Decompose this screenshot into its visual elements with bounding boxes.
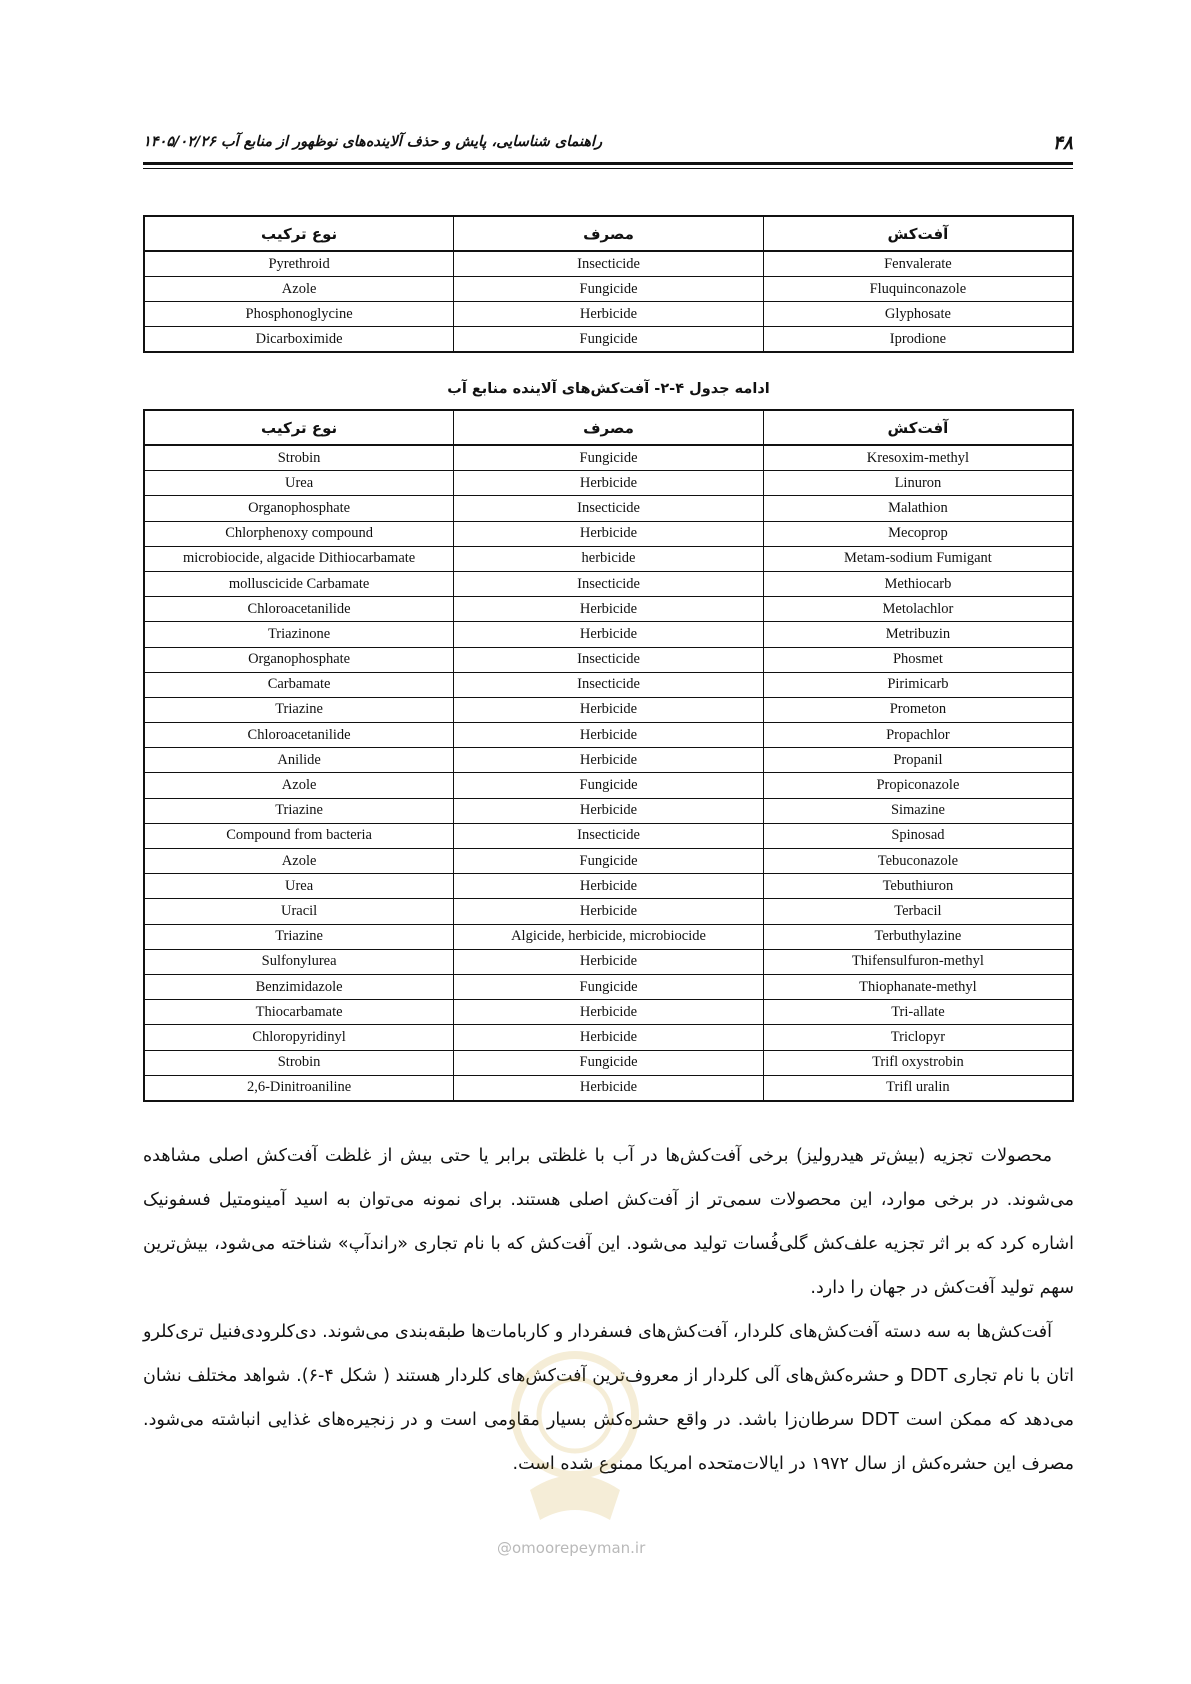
table-row: [144, 723, 1073, 748]
cell-usage: Fungicide: [454, 445, 764, 471]
header-rule-thin: [143, 168, 1073, 169]
cell-pesticide: Malathion: [763, 496, 1073, 521]
paragraph: محصولات تجزیه (بیش‌تر هیدرولیز) برخی آفت‌کش‌ها در آب با غلظتی برابر یا حتی بیش از غلظت آفت‌کش اصلی مشاهده می‌شوند. در برخی موارد، این محصولات سمی‌تر از آفت‌کش اصلی هستند. برای نمونه می‌توان به اسید آمینومتیل فسفونیک اشاره کرد که بر اثر تجزیه علف‌کش گلی‌فُسات تولید می‌شود. این آفت‌کش که با نام تجاری «راندآپ» شناخته می‌شود، بیش‌ترین سهم تولید آفت‌کش در جهان را دارد.: [143, 1146, 1074, 1298]
table-row: [144, 496, 1073, 521]
cell-compound-type: Chlorphenoxy compound: [144, 521, 454, 546]
cell-compound-type: Triazine: [144, 924, 454, 949]
running-title: راهنمای شناسایی، پایش و حذف آلاینده‌های نوظهور از منابع آب ۱۴۰۵/۰۲/۲۶: [143, 134, 603, 150]
cell-compound-type: Chloroacetanilide: [144, 597, 454, 622]
cell-pesticide: Thiophanate-methyl: [763, 974, 1073, 999]
header-compound-type: نوع ترکیب: [144, 410, 454, 445]
cell-pesticide: Iprodione: [763, 327, 1073, 353]
table-row: [144, 471, 1073, 496]
table-row: [144, 571, 1073, 596]
table-row: [144, 798, 1073, 823]
cell-pesticide: Metam-sodium Fumigant: [763, 546, 1073, 571]
table-row: [144, 1075, 1073, 1101]
cell-pesticide: Metribuzin: [763, 622, 1073, 647]
header-pesticide: آفت‌کش: [763, 410, 1073, 445]
cell-pesticide: Glyphosate: [763, 302, 1073, 327]
cell-pesticide: Linuron: [763, 471, 1073, 496]
cell-pesticide: Propiconazole: [763, 773, 1073, 798]
table-header-row: [144, 216, 1073, 251]
pesticide-table-top: [143, 215, 1074, 353]
cell-pesticide: Pirimicarb: [763, 672, 1073, 697]
table-row: [144, 874, 1073, 899]
table-row: [144, 327, 1073, 353]
table-row: [144, 251, 1073, 277]
cell-compound-type: Strobin: [144, 445, 454, 471]
cell-pesticide: Tebuthiuron: [763, 874, 1073, 899]
table-row: [144, 1050, 1073, 1075]
cell-usage: Insecticide: [454, 571, 764, 596]
cell-usage: Herbicide: [454, 949, 764, 974]
cell-compound-type: Uracil: [144, 899, 454, 924]
cell-usage: Insecticide: [454, 251, 764, 277]
table-row: [144, 521, 1073, 546]
cell-pesticide: Propachlor: [763, 723, 1073, 748]
cell-pesticide: Trifl oxystrobin: [763, 1050, 1073, 1075]
cell-compound-type: Azole: [144, 849, 454, 874]
cell-pesticide: Thifensulfuron-methyl: [763, 949, 1073, 974]
table-caption: ادامه جدول ۴-۲- آفت‌کش‌های آلاینده منابع آب: [447, 381, 770, 397]
cell-usage: Insecticide: [454, 672, 764, 697]
table-header-row: [144, 410, 1073, 445]
table-row: [144, 974, 1073, 999]
table-row: [144, 823, 1073, 848]
cell-pesticide: Triclopyr: [763, 1025, 1073, 1050]
cell-compound-type: microbiocide, algacide Dithiocarbamate: [144, 546, 454, 571]
cell-compound-type: Pyrethroid: [144, 251, 454, 277]
header-pesticide: آفت‌کش: [763, 216, 1073, 251]
cell-pesticide: Spinosad: [763, 823, 1073, 848]
cell-usage: Fungicide: [454, 849, 764, 874]
cell-compound-type: Dicarboximide: [144, 327, 454, 353]
cell-compound-type: Urea: [144, 874, 454, 899]
table-row: [144, 899, 1073, 924]
cell-compound-type: Urea: [144, 471, 454, 496]
cell-compound-type: Phosphonoglycine: [144, 302, 454, 327]
cell-usage: Fungicide: [454, 1050, 764, 1075]
cell-usage: Herbicide: [454, 622, 764, 647]
page-header: [143, 128, 1073, 168]
cell-compound-type: Triazinone: [144, 622, 454, 647]
table-row: [144, 445, 1073, 471]
cell-usage: Fungicide: [454, 327, 764, 353]
cell-compound-type: molluscicide Carbamate: [144, 571, 454, 596]
cell-compound-type: Carbamate: [144, 672, 454, 697]
cell-pesticide: Tri-allate: [763, 1000, 1073, 1025]
table-row: [144, 597, 1073, 622]
cell-compound-type: Azole: [144, 773, 454, 798]
table-row: [144, 672, 1073, 697]
cell-compound-type: Azole: [144, 277, 454, 302]
table-row: [144, 1025, 1073, 1050]
table-row: [144, 647, 1073, 672]
cell-usage: Herbicide: [454, 899, 764, 924]
cell-usage: Herbicide: [454, 697, 764, 722]
cell-usage: Herbicide: [454, 748, 764, 773]
cell-compound-type: Organophosphate: [144, 647, 454, 672]
cell-pesticide: Methiocarb: [763, 571, 1073, 596]
cell-usage: Insecticide: [454, 647, 764, 672]
cell-usage: Herbicide: [454, 1075, 764, 1101]
cell-usage: Fungicide: [454, 277, 764, 302]
cell-pesticide: Mecoprop: [763, 521, 1073, 546]
cell-usage: Herbicide: [454, 1025, 764, 1050]
cell-usage: Herbicide: [454, 1000, 764, 1025]
cell-pesticide: Prometon: [763, 697, 1073, 722]
cell-compound-type: Triazine: [144, 798, 454, 823]
cell-usage: Herbicide: [454, 723, 764, 748]
cell-pesticide: Terbacil: [763, 899, 1073, 924]
watermark-text: @omoorepeyman.ir: [497, 1539, 646, 1557]
body-text: [143, 1134, 1074, 1486]
table-row: [144, 773, 1073, 798]
table-row: [144, 849, 1073, 874]
cell-pesticide: Fluquinconazole: [763, 277, 1073, 302]
cell-pesticide: Trifl uralin: [763, 1075, 1073, 1101]
table-row: [144, 748, 1073, 773]
cell-usage: Insecticide: [454, 496, 764, 521]
page-number: ۴۸: [1052, 132, 1073, 154]
cell-usage: Fungicide: [454, 974, 764, 999]
table-row: [144, 949, 1073, 974]
cell-compound-type: Thiocarbamate: [144, 1000, 454, 1025]
cell-pesticide: Kresoxim-methyl: [763, 445, 1073, 471]
cell-usage: Herbicide: [454, 471, 764, 496]
cell-pesticide: Propanil: [763, 748, 1073, 773]
cell-compound-type: Triazine: [144, 697, 454, 722]
header-usage: مصرف: [454, 410, 764, 445]
cell-usage: herbicide: [454, 546, 764, 571]
table-row: [144, 302, 1073, 327]
cell-compound-type: Anilide: [144, 748, 454, 773]
cell-usage: Herbicide: [454, 597, 764, 622]
cell-usage: Insecticide: [454, 823, 764, 848]
cell-pesticide: Phosmet: [763, 647, 1073, 672]
pesticide-table-continued: [143, 409, 1074, 1102]
header-usage: مصرف: [454, 216, 764, 251]
table-row: [144, 277, 1073, 302]
cell-usage: Herbicide: [454, 302, 764, 327]
paragraph: آفت‌کش‌ها به سه دسته آفت‌کش‌های کلردار، آفت‌کش‌های فسفردار و کاربامات‌ها طبقه‌بندی می‌شوند. دی‌کلرودی‌فنیل تری‌کلرو اتان با نام تجاری DDT و حشره‌کش‌های آلی کلردار از معروف‌ترین آفت‌کش‌های کلردار هستند ( شکل ۴-۶). شواهد مختلف نشان می‌دهد که ممکن است DDT سرطان‌زا باشد. در واقع حشره‌کش بسیار مقاومی است و در زنجیره‌های غذایی انباشته می‌شود. مصرف این حشره‌کش از سال ۱۹۷۲ در ایالات‌متحده امریکا ممنوع شده است.: [143, 1322, 1074, 1474]
table-row: [144, 697, 1073, 722]
cell-compound-type: Chloropyridinyl: [144, 1025, 454, 1050]
cell-compound-type: 2,6-Dinitroaniline: [144, 1075, 454, 1101]
cell-usage: Fungicide: [454, 773, 764, 798]
cell-compound-type: Strobin: [144, 1050, 454, 1075]
table-row: [144, 1000, 1073, 1025]
cell-compound-type: Benzimidazole: [144, 974, 454, 999]
cell-pesticide: Simazine: [763, 798, 1073, 823]
cell-pesticide: Metolachlor: [763, 597, 1073, 622]
cell-usage: Algicide, herbicide, microbiocide: [454, 924, 764, 949]
table-row: [144, 546, 1073, 571]
table-row: [144, 924, 1073, 949]
cell-compound-type: Organophosphate: [144, 496, 454, 521]
cell-compound-type: Chloroacetanilide: [144, 723, 454, 748]
cell-compound-type: Compound from bacteria: [144, 823, 454, 848]
cell-usage: Herbicide: [454, 521, 764, 546]
header-rule-thick: [143, 162, 1073, 165]
cell-pesticide: Terbuthylazine: [763, 924, 1073, 949]
table-row: [144, 622, 1073, 647]
cell-pesticide: Fenvalerate: [763, 251, 1073, 277]
cell-usage: Herbicide: [454, 874, 764, 899]
cell-usage: Herbicide: [454, 798, 764, 823]
header-compound-type: نوع ترکیب: [144, 216, 454, 251]
cell-compound-type: Sulfonylurea: [144, 949, 454, 974]
cell-pesticide: Tebuconazole: [763, 849, 1073, 874]
